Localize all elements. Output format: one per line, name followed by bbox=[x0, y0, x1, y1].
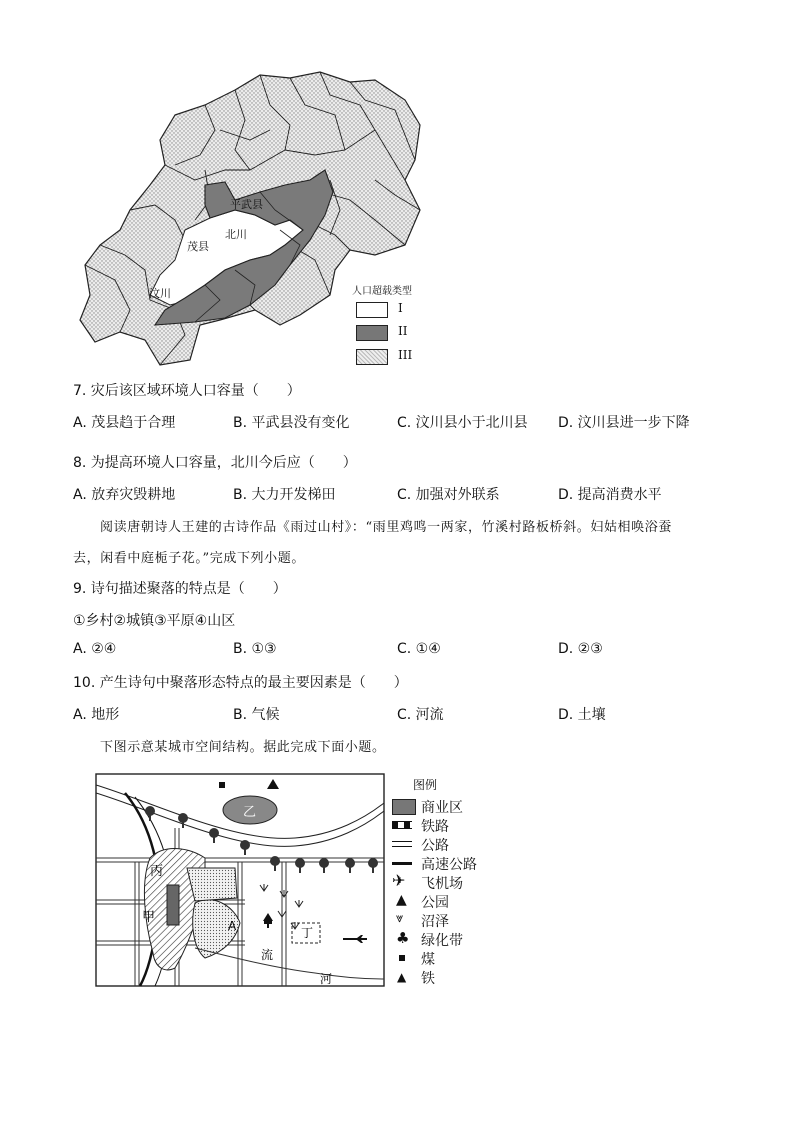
city-structure-map bbox=[95, 773, 385, 988]
park-icon: ▲ bbox=[396, 892, 407, 908]
label-jia: 甲 bbox=[142, 910, 156, 925]
railway-icon bbox=[392, 821, 412, 829]
q8-option-d[interactable]: D. 提高消费水平 bbox=[558, 487, 662, 503]
label-pingwu: 平武县 bbox=[230, 198, 263, 211]
commercial-zone-icon bbox=[392, 799, 416, 815]
label-yi: 乙 bbox=[243, 805, 257, 820]
legend-label-type-ii: II bbox=[398, 324, 408, 338]
legend-iron: 铁 bbox=[421, 971, 435, 987]
q9-option-d[interactable]: D. ②③ bbox=[558, 641, 603, 657]
legend-swatch-type-iii bbox=[356, 349, 388, 365]
q8-stem: 8. 为提高环境人口容量，北川今后应（ ） bbox=[73, 455, 357, 471]
q10-option-b[interactable]: B. 气候 bbox=[233, 707, 280, 723]
legend-expressway: 高速公路 bbox=[421, 857, 477, 873]
map1-legend-title: 人口超载类型 bbox=[352, 286, 412, 297]
legend-swatch-type-i bbox=[356, 302, 388, 318]
legend-swamp: 沼泽 bbox=[421, 914, 449, 930]
road-icon bbox=[392, 841, 412, 847]
q10-option-d[interactable]: D. 土壤 bbox=[558, 707, 606, 723]
q7-option-c[interactable]: C. 汶川县小于北川县 bbox=[397, 415, 528, 431]
q7-option-b[interactable]: B. 平武县没有变化 bbox=[233, 415, 350, 431]
q7-option-a[interactable]: A. 茂县趋于合理 bbox=[73, 415, 176, 431]
coal-icon bbox=[399, 955, 405, 961]
q8-option-c[interactable]: C. 加强对外联系 bbox=[397, 487, 500, 503]
legend-road: 公路 bbox=[421, 838, 449, 854]
q9-option-a[interactable]: A. ②④ bbox=[73, 641, 117, 657]
q9-choices: ①乡村②城镇③平原④山区 bbox=[73, 613, 236, 629]
q10-option-c[interactable]: C. 河流 bbox=[397, 707, 444, 723]
label-ding: 丁 bbox=[301, 926, 314, 940]
label-beichuan: 北川 bbox=[225, 228, 247, 241]
label-bing: 丙 bbox=[150, 864, 164, 879]
swamp-icon: ⩔ bbox=[396, 911, 404, 926]
legend-label-type-i: I bbox=[398, 301, 403, 315]
legend-airport: 飞机场 bbox=[421, 876, 463, 892]
airport-icon: ✈ bbox=[392, 871, 406, 890]
legend-label-type-iii: III bbox=[398, 348, 413, 362]
label-he: 河 bbox=[320, 972, 333, 986]
q7-option-d[interactable]: D. 汶川县进一步下降 bbox=[558, 415, 690, 431]
q9-option-b[interactable]: B. ①③ bbox=[233, 641, 277, 657]
expressway-icon bbox=[392, 862, 412, 865]
q9-option-c[interactable]: C. ①④ bbox=[397, 641, 441, 657]
map2-legend-title: 图例 bbox=[413, 778, 438, 792]
q10-option-a[interactable]: A. 地形 bbox=[73, 707, 120, 723]
poem-line-1: 阅读唐朝诗人王建的古诗作品《雨过山村》：“雨里鸡鸣一两家，竹溪村路板桥斜。妇姑相唤浴蚕 bbox=[100, 520, 672, 535]
legend-greenbelt: 绿化带 bbox=[421, 933, 463, 949]
q7-stem: 7. 灾后该区域环境人口容量（ ） bbox=[73, 383, 301, 399]
legend-swatch-type-ii bbox=[356, 325, 388, 341]
iron-icon: ▲ bbox=[397, 970, 407, 984]
q8-option-b[interactable]: B. 大力开发梯田 bbox=[233, 487, 336, 503]
map1-legend bbox=[352, 282, 432, 372]
greenbelt-icon: ♣ bbox=[396, 929, 410, 947]
label-maoxian: 茂县 bbox=[187, 240, 209, 253]
q8-option-a[interactable]: A. 放弃灾毁耕地 bbox=[73, 487, 176, 503]
legend-commercial: 商业区 bbox=[421, 800, 463, 816]
q10-stem: 10. 产生诗句中聚落形态特点的最主要因素是（ ） bbox=[73, 675, 408, 691]
label-a: A bbox=[228, 919, 237, 933]
poem-line-2: 去，闲看中庭栀子花。”完成下列小题。 bbox=[73, 551, 305, 566]
label-wenchuan: 汶川 bbox=[149, 287, 171, 300]
legend-coal: 煤 bbox=[421, 952, 435, 968]
legend-park: 公园 bbox=[421, 895, 449, 911]
q9-stem: 9. 诗句描述聚落的特点是（ ） bbox=[73, 581, 287, 597]
label-liu: 流 bbox=[261, 948, 274, 962]
intro-city-structure: 下图示意某城市空间结构。据此完成下面小题。 bbox=[100, 740, 386, 755]
legend-railway: 铁路 bbox=[421, 819, 449, 835]
